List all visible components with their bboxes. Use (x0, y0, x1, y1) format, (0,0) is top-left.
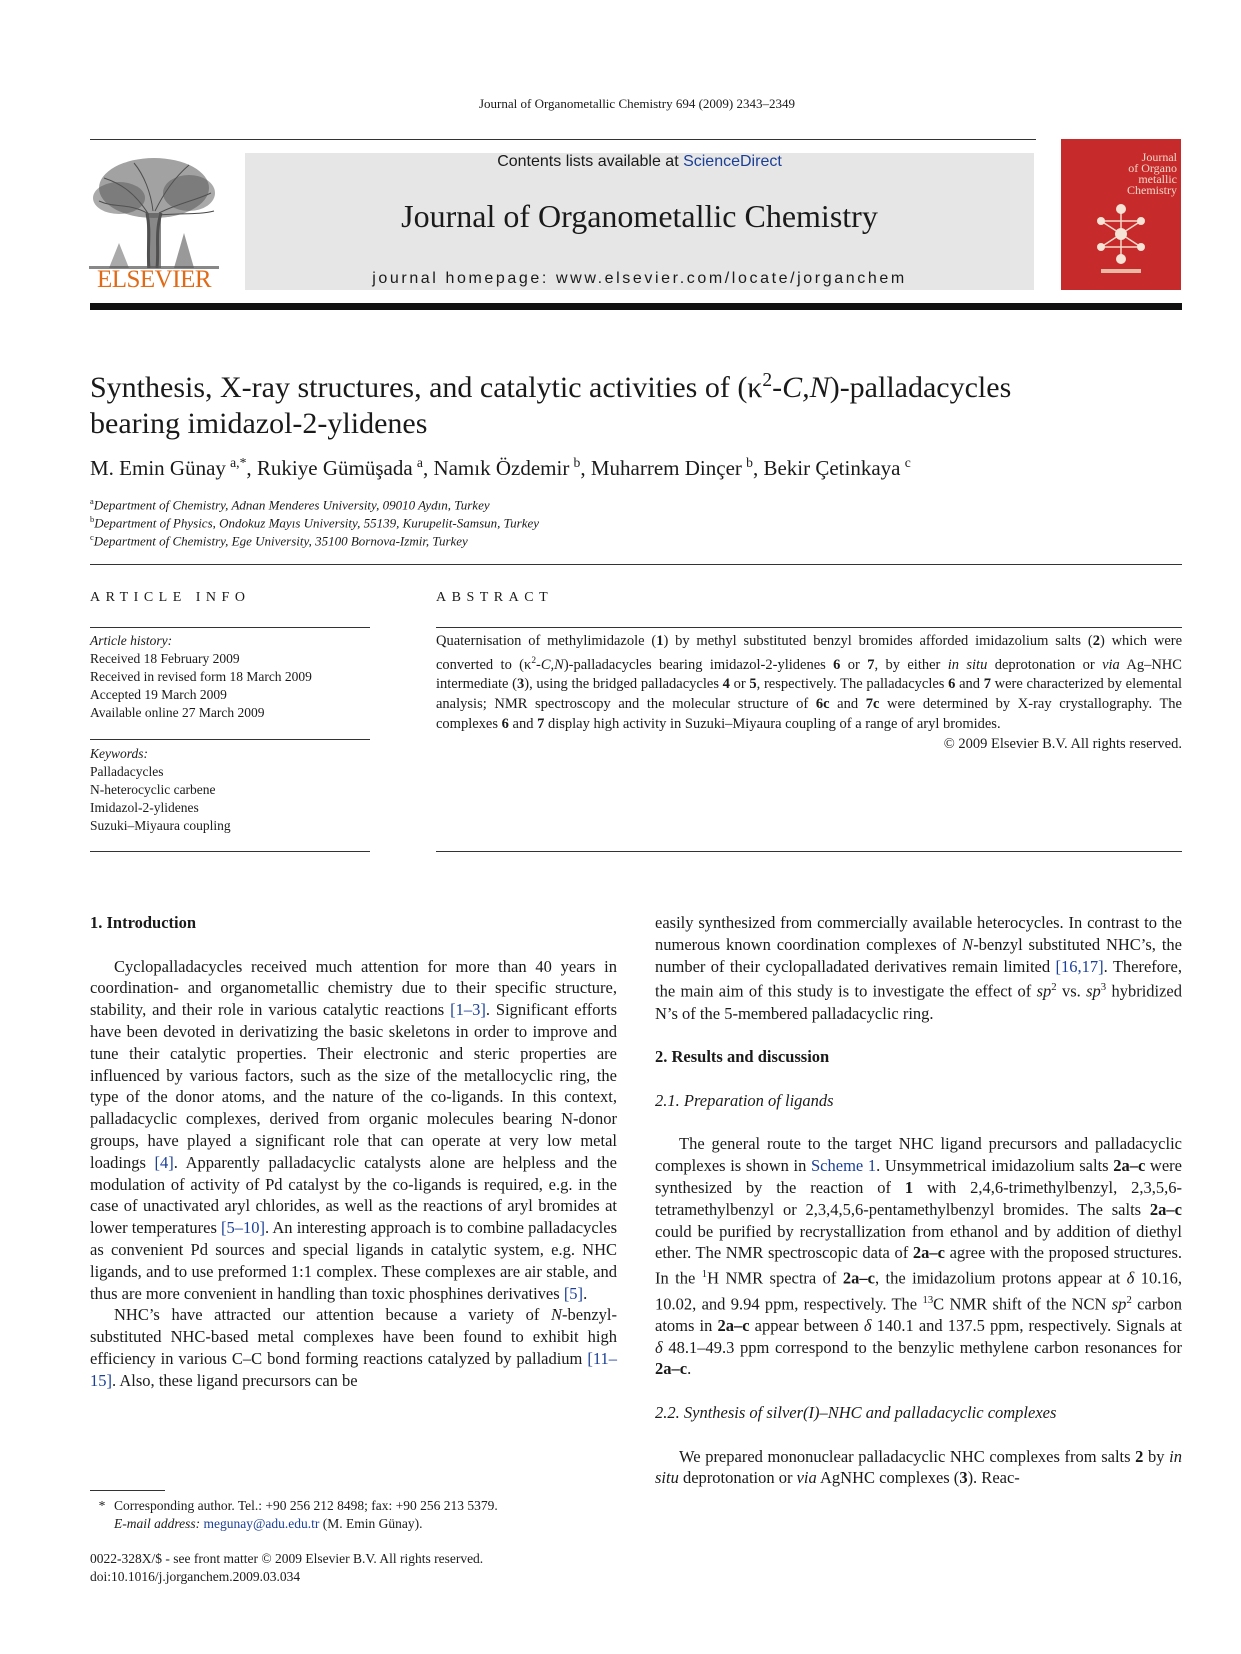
text-run: , the imidazolium protons appear at (874, 1268, 1127, 1288)
journal-homepage[interactable]: journal homepage: www.elsevier.com/locate/jorganchem (372, 270, 907, 287)
text-run: )-palladacycles bearing imidazol-2-ylidenes (563, 656, 834, 673)
text-run: 48.1–49.3 ppm correspond to the benzylic methylene carbon resonances for (662, 1337, 1182, 1357)
affiliation-a: $^a$Department of Chemistry, Adnan Menderes University, 09010 Aydın, Turkey (90, 496, 490, 513)
cover-title-line: metallic (1138, 172, 1177, 186)
text-run: ) which were converted to (κ (436, 633, 1183, 673)
title-line-1: Synthesis, X-ray structures, and catalytic activities of $(\kappa^2-C,N)$-palladacycles (90, 370, 1012, 404)
text-run: were synthesized by the reaction of (655, 1156, 1182, 1198)
author-separator: , (580, 456, 591, 480)
text-run: C NMR shift of the NCN (933, 1294, 1112, 1314)
text-run: N (551, 1305, 563, 1325)
citation-link[interactable]: [5–10] (221, 1218, 266, 1238)
text-run: 2 (1051, 981, 1057, 994)
text-run: 2 (1092, 633, 1100, 649)
text-run: were characterized by elemental analysis; NMR spectroscopy and the molecular structure of (436, 676, 1183, 713)
spacer (655, 1112, 1182, 1134)
cover-title-line: of Organo (1128, 161, 1177, 175)
article-info-heading: ARTICLE INFO (90, 590, 251, 605)
divider (90, 851, 370, 852)
contents-line (245, 153, 1034, 171)
text-run: in situ (947, 656, 988, 673)
text-run: and (955, 676, 984, 693)
text-run: δ (655, 1337, 663, 1357)
text-run: 2a–c (842, 1268, 875, 1288)
text-run: - (536, 656, 541, 673)
text-run: ). Reac- (967, 1468, 1020, 1488)
author-separator: , (752, 456, 764, 480)
text-run: 7 (983, 676, 991, 693)
text-run: 7 (537, 716, 545, 733)
author-separator: , (422, 456, 434, 480)
text-run: We prepared mononuclear palladacyclic NHC complexes from salts (679, 1446, 1136, 1466)
text-run: 6 (501, 716, 509, 733)
text-run: and (829, 696, 866, 713)
text-run: δ (1126, 1268, 1135, 1288)
divider (436, 627, 1182, 628)
text-run: easily synthesized from commercially available heterocycles. In contrast to the numerous known coordination complexes of (655, 913, 1182, 954)
text-run: 2a–c (717, 1315, 750, 1335)
footnote (90, 1497, 498, 1533)
doi-line[interactable]: doi:10.1016/j.jorganchem.2009.03.034 (90, 1569, 301, 1584)
text-run: 2 (531, 655, 537, 666)
text-run: sp (1036, 981, 1052, 1001)
paragraph (90, 956, 617, 1305)
text-run: hybridized N’s of the 5-membered palladacyclic ring. (655, 981, 1183, 1023)
cover-title-line: Journal (1141, 150, 1177, 164)
text-run: deprotonation or (987, 656, 1103, 673)
text-run: ) by methyl substituted benzyl bromides afforded imidazolium salts ( (663, 633, 1093, 649)
citation-link[interactable]: [4] (154, 1152, 174, 1172)
text-run: -benzyl substituted NHC’s, the number of their cyclopalladated derivatives remain limited (655, 934, 1182, 976)
keywords (90, 745, 231, 835)
text-run: 5 (749, 676, 757, 693)
citation-link[interactable]: [1–3] (450, 1000, 486, 1020)
text-run: . Apparently palladacyclic catalysts alone are helpless and the modulation of activity of Pd catalyst by the co-ligands is required, e.g. in the case of unactivated aryl chlorides, as well as the reactions of aryl bromides at lower temperatures (90, 1152, 617, 1238)
section-heading (90, 912, 617, 934)
text-run: . Significant efforts have been devoted in derivatizing the basic skeletons in order to improve and tune their catalytic properties. Their electronic and steric properties are influenced by various factors, such as the size of the metallocyclic ring, the type of the donor atoms, and the nature of the co-ligands. In this context, palladacyclic complexes, derived from organic molecules bearing N-donor groups, have played a significant role that can operate at very low metal loadings (90, 1000, 618, 1172)
text-run: N (962, 934, 974, 954)
author-affiliation-mark: b (746, 455, 753, 470)
text-run: 140.1 and 137.5 ppm, respectively. Signals at (871, 1315, 1183, 1335)
text-run: , respectively. The palladacycles (756, 676, 949, 693)
text-run: , by either (874, 656, 948, 673)
text-run: vs. (1056, 981, 1087, 1001)
footnote-line-1 (90, 1497, 498, 1515)
title-line-2: bearing imidazol-2-ylidenes (90, 407, 428, 440)
text-run: deprotonation or (678, 1468, 797, 1488)
text-run: 6 (948, 676, 956, 693)
cover-title (1061, 152, 1177, 196)
paragraph (655, 912, 1182, 1024)
text-run: 1. Introduction (90, 913, 197, 932)
abstract-copyright: © 2009 Elsevier B.V. All rights reserved. (943, 735, 1182, 752)
divider (90, 739, 370, 740)
author-name: M. Emin Günay (90, 456, 226, 480)
text-run: via (796, 1468, 817, 1488)
email-link[interactable]: megunay@adu.edu.tr (203, 1516, 320, 1531)
text-run: 2a–c (1149, 1199, 1182, 1219)
journal-title: Journal of Organometallic Chemistry (401, 198, 878, 234)
author-affiliation-mark: b (573, 455, 581, 470)
text-run: 10.16, 10.02, and 9.94 ppm, respectively. The (655, 1268, 1182, 1314)
text-run: agree with the proposed structures. In the (655, 1243, 1183, 1288)
text-run: could be purified by recrystallization from ethanol and by addition of diethyl ether. The NMR spectroscopic data of (655, 1221, 1182, 1263)
footnote-contact: Corresponding author. Tel.: +90 256 212 8498; fax: +90 256 213 5379. (114, 1498, 498, 1513)
text-run: via (1102, 656, 1120, 673)
text-run: . Unsymmetrical imidazolium salts (876, 1156, 1114, 1176)
header-top-rule (90, 139, 1036, 140)
cover-title-line: Chemistry (1127, 183, 1177, 197)
history-label: Article history: (90, 633, 173, 648)
history-online: Available online 27 March 2009 (90, 705, 265, 720)
footnote-star: * (98, 1498, 106, 1513)
affiliation-c: $^c$Department of Chemistry, Ege University, 35100 Bornova-Izmir, Turkey (90, 532, 468, 549)
author-name: Rukiye Gümüşada (256, 456, 413, 480)
issn-line: 0022-328X/$ - see front matter © 2009 Elsevier B.V. All rights reserved. (90, 1551, 484, 1566)
text-run: . Therefore, the main aim of this study is to investigate the effect of (655, 956, 1182, 1001)
text-run: C,N (540, 656, 564, 673)
text-run: display high activity in Suzuki–Miyaura coupling of a range of aryl bromides. (544, 716, 1001, 733)
text-run: . Also, these ligand precursors can be (112, 1370, 358, 1390)
history-accepted: Accepted 19 March 2009 (90, 687, 227, 702)
text-run: sp (1086, 981, 1101, 1001)
author-affiliation-mark: a (416, 455, 423, 470)
keyword: N-heterocyclic carbene (90, 782, 216, 797)
footnote-rule (90, 1490, 165, 1491)
abstract-heading: ABSTRACT (436, 590, 554, 605)
article-history (90, 632, 312, 722)
text-run: . (687, 1359, 692, 1379)
body-column-left (90, 912, 617, 1392)
abstract-text (436, 632, 1182, 735)
text-run: 2. Results and discussion (655, 1047, 830, 1067)
running-head: Journal of Organometallic Chemistry 694 (2009) 2343–2349 (478, 96, 796, 111)
text-run: 13 (922, 1293, 934, 1306)
text-run: sp (1111, 1294, 1127, 1314)
text-run: ), using the bridged palladacycles (524, 676, 723, 693)
text-run: or (729, 676, 750, 693)
paragraph (655, 1133, 1182, 1380)
text-run: AgNHC complexes ( (816, 1468, 960, 1488)
text-run: 2a–c (1113, 1156, 1146, 1176)
text-run: 7 (867, 656, 875, 673)
text-run: and (508, 716, 538, 733)
text-run: 6c (815, 696, 830, 713)
text-run: Quaternisation of methylimidazole ( (436, 633, 657, 649)
keywords-label: Keywords: (90, 746, 148, 761)
text-run: 3 (959, 1468, 968, 1488)
text-run: 4 (722, 676, 730, 693)
text-run: 1 (656, 633, 664, 649)
divider (90, 627, 370, 628)
sciencedirect-link[interactable]: ScienceDirect (683, 153, 782, 170)
paragraph (655, 1446, 1182, 1490)
spacer (90, 934, 617, 956)
spacer (655, 1424, 1182, 1446)
email-label: E-mail address: (114, 1516, 201, 1531)
footnote-line-2 (90, 1515, 498, 1533)
text-run: 2a–c (912, 1243, 945, 1263)
author-affiliation-mark: c (904, 455, 911, 470)
subsection-heading (655, 1402, 1182, 1424)
text-run: by (1143, 1446, 1170, 1466)
issn-doi (90, 1550, 483, 1586)
keyword: Palladacycles (90, 764, 164, 779)
text-run: NHC’s have attracted our attention because a variety of (114, 1305, 551, 1325)
author-name: Namık Özdemir (433, 456, 570, 480)
author-affiliation-mark: a,* (230, 455, 247, 470)
text-run: 3 (1100, 981, 1107, 994)
citation-link[interactable]: [5] (563, 1283, 584, 1303)
text-run: 2.1. Preparation of ligands (655, 1090, 834, 1110)
text-run: 2 (1135, 1446, 1144, 1466)
contents-prefix: Contents lists available at (497, 153, 684, 170)
abstract-body (436, 632, 1182, 755)
text-run: . An interesting approach is to combine palladacycles as convenient Pd sources and special ligands in catalytic system, e.g. NHC ligands, and to use preformed 1:1 complex. These complexes are air stable, and thus are more convenient in handling than toxic phosphines derivatives (90, 1218, 617, 1303)
spacer (655, 1380, 1182, 1402)
citation-link[interactable]: Scheme 1 (811, 1156, 877, 1176)
header-thick-rule (90, 303, 1182, 310)
citation-link[interactable]: [11–15] (90, 1348, 617, 1390)
text-run: in situ (655, 1446, 1182, 1488)
text-run: 1 (701, 1268, 708, 1281)
divider (90, 564, 1182, 565)
author-separator: , (246, 456, 257, 480)
text-run: 3 (516, 676, 525, 693)
text-run: or (840, 656, 868, 673)
text-run: with 2,4,6-trimethylbenzyl, 2,3,5,6-tetramethylbenzyl or 2,3,4,5,6-pentamethylbenzyl bromides. The salts (655, 1178, 1182, 1219)
text-run: δ (863, 1315, 872, 1335)
citation-link[interactable]: [16,17] (1055, 956, 1104, 976)
affiliation-b: $^b$Department of Physics, Ondokuz Mayıs University, 55139, Kurupelit-Samsun, Turkey (90, 514, 540, 531)
text-run: were determined by X-ray crystallography. The complexes (436, 696, 1182, 733)
history-received: Received 18 February 2009 (90, 651, 240, 666)
text-run: Ag–NHC intermediate ( (436, 656, 1182, 693)
keyword: Suzuki–Miyaura coupling (90, 818, 231, 833)
subsection-heading (655, 1090, 1182, 1112)
author-name: Muharrem Dinçer (590, 456, 742, 480)
paragraph (90, 1304, 617, 1391)
authors (90, 455, 911, 481)
text-run: 2 (1126, 1293, 1132, 1306)
text-run: -benzyl-substituted NHC-based metal complexes have been found to exhibit high efficiency in various C–C bond forming reactions catalyzed by palladium (90, 1305, 617, 1368)
text-run: 1 (904, 1178, 914, 1198)
section-heading (655, 1046, 1182, 1068)
spacer (655, 1068, 1182, 1090)
text-run: 2.2. Synthesis of silver(I)–NHC and palladacyclic complexes (655, 1403, 1057, 1423)
email-owner: (M. Emin Günay). (322, 1516, 423, 1531)
text-run: 6 (833, 656, 841, 673)
text-run: H NMR spectra of (707, 1268, 843, 1288)
divider (436, 851, 1182, 852)
text-run: The general route to the target NHC ligand precursors and palladacyclic complexes is shown in (655, 1134, 1182, 1176)
publisher-name: ELSEVIER (96, 266, 212, 293)
text-run: appear between (749, 1315, 864, 1335)
spacer (655, 1024, 1182, 1046)
text-run: 2a–c (655, 1359, 688, 1379)
paper-title (90, 363, 1185, 442)
text-run: 7c (865, 696, 880, 713)
keyword: Imidazol-2-ylidenes (90, 800, 199, 815)
body-column-right (655, 912, 1182, 1489)
author-name: Bekir Çetinkaya (763, 456, 901, 480)
text-run: . (583, 1283, 588, 1303)
text-run: carbon atoms in (655, 1294, 1183, 1335)
text-run: Cyclopalladacycles received much attention for more than 40 years in coordination- and organometallic chemistry due to their specific structure, stability, and their role in various catalytic reactions (90, 956, 617, 1020)
history-revised: Received in revised form 18 March 2009 (90, 669, 312, 684)
